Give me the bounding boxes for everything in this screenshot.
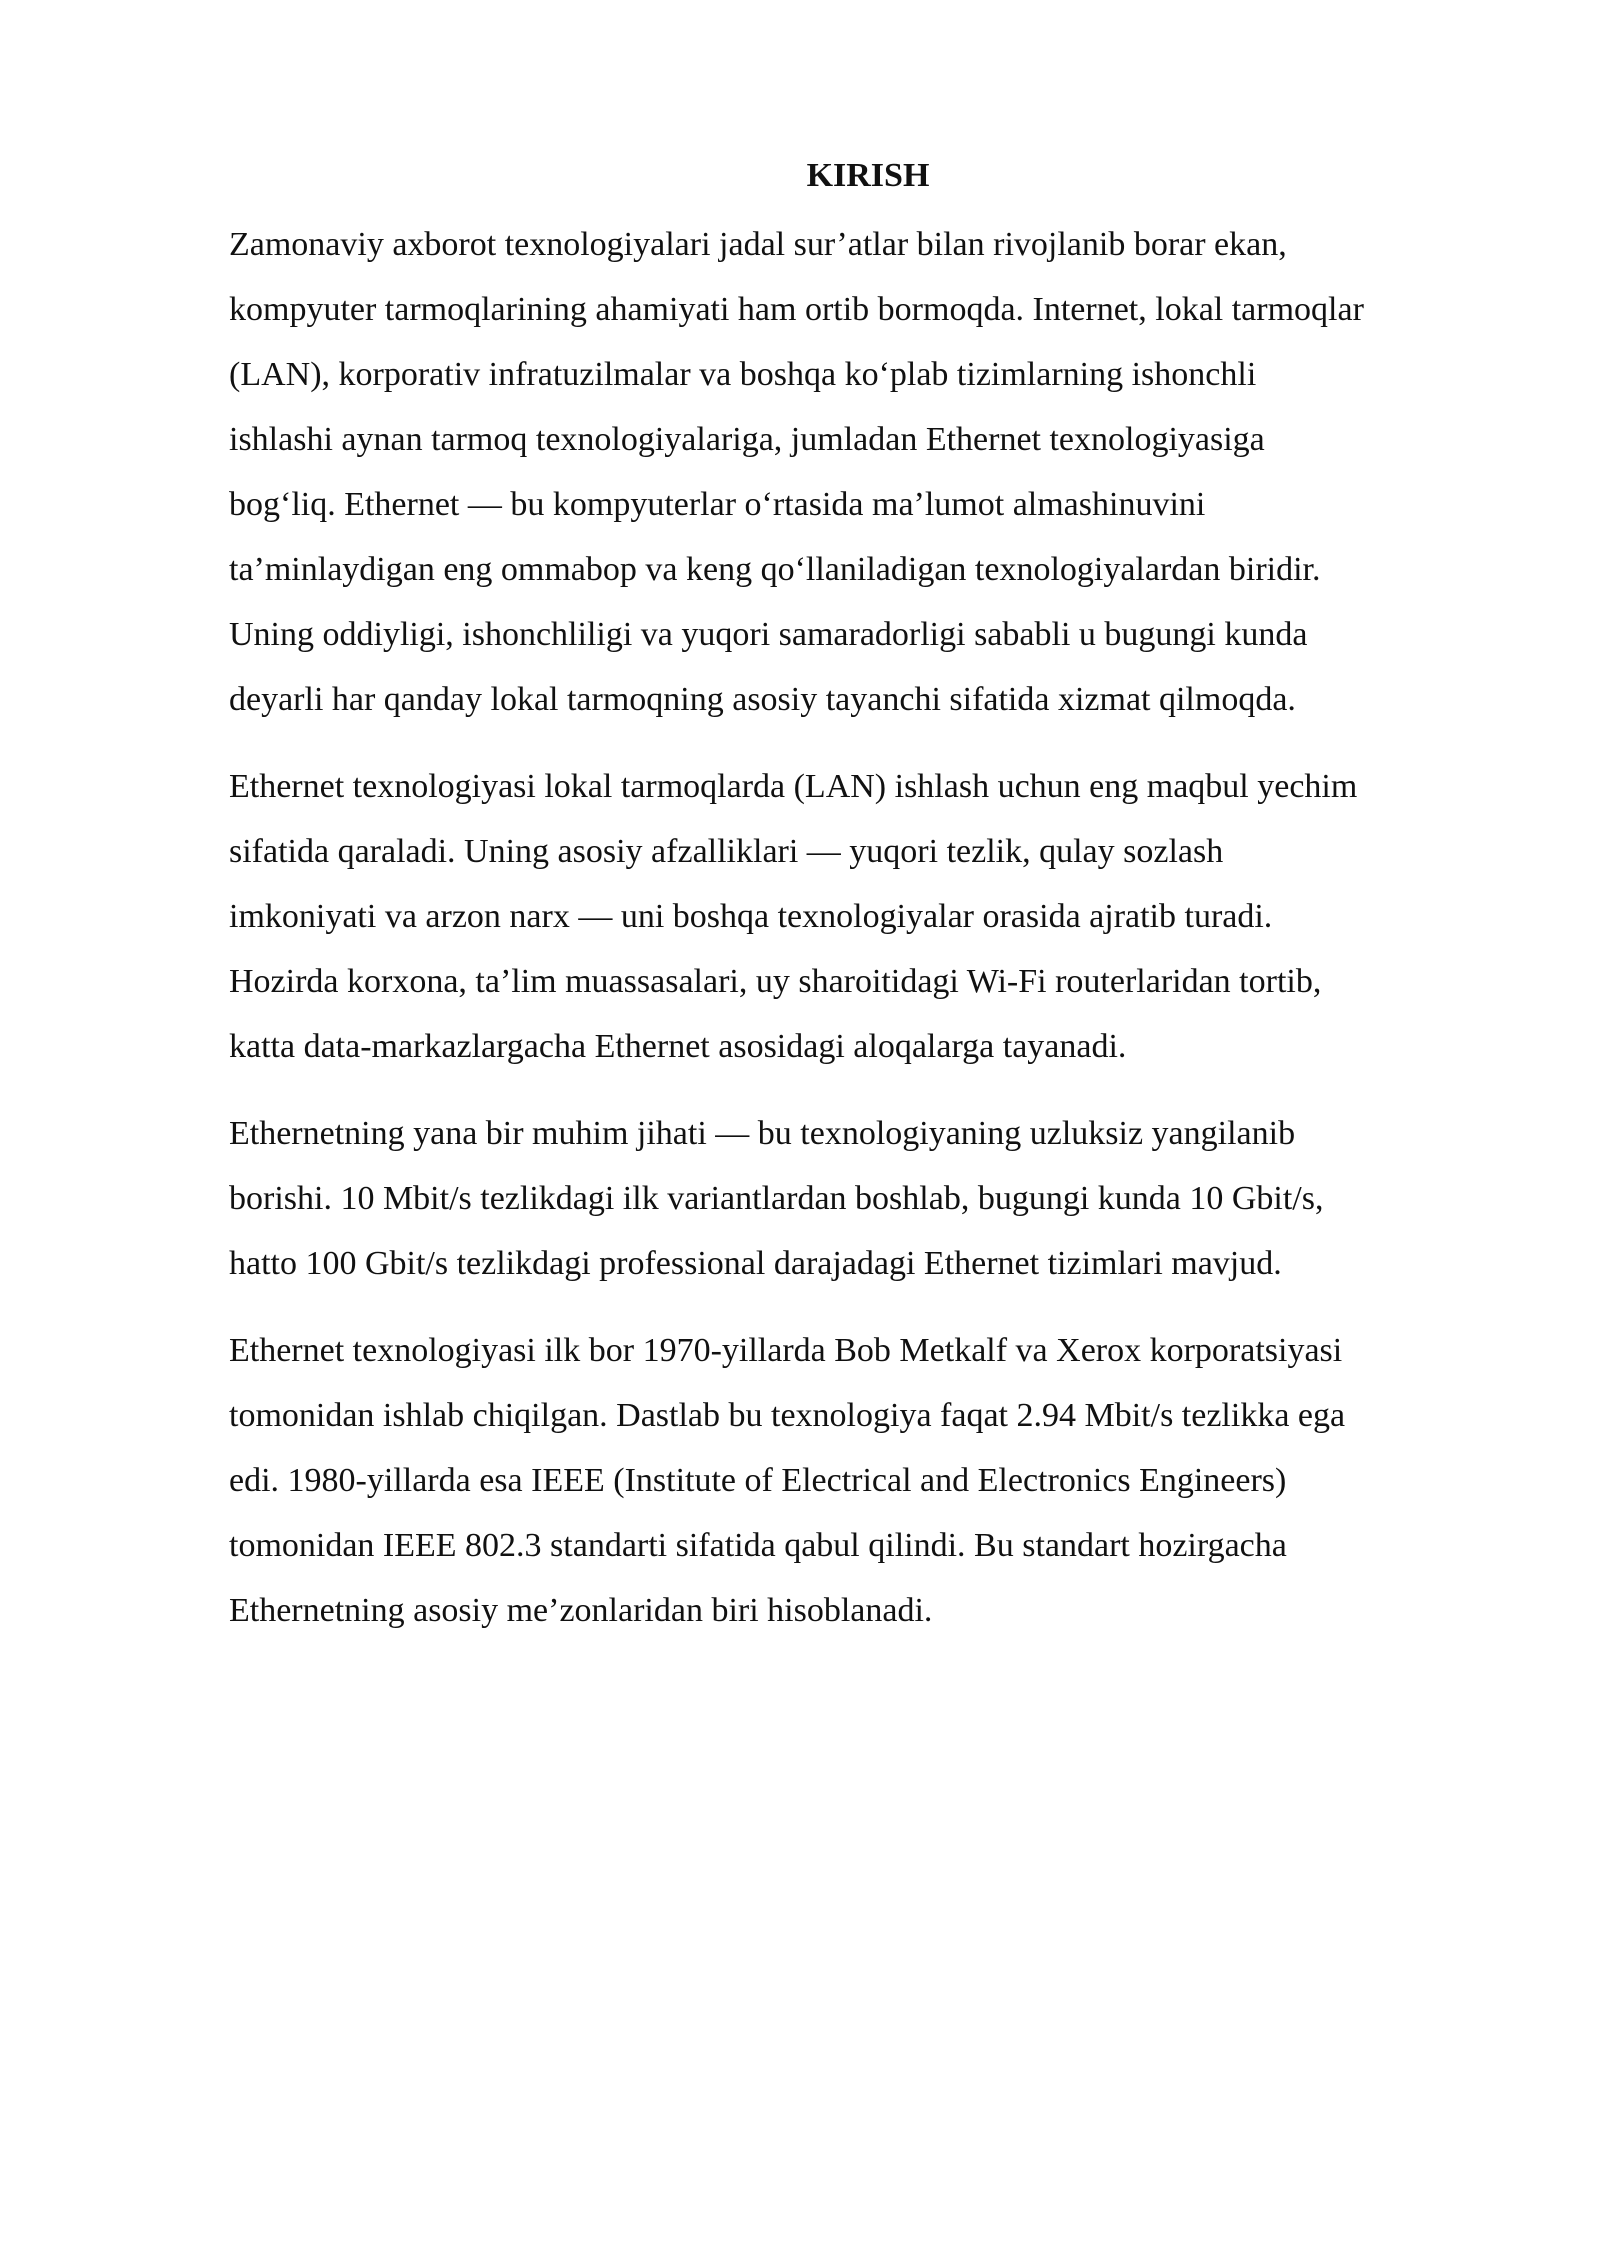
paragraph-2: Ethernet texnologiyasi lokal tarmoqlarda (LAN) ishlash uchun eng maqbul yechim sifatida qaraladi. Uning asosiy afzalliklari — yuqori tezlik, qulay sozlash imkoniyati va arzon narx — uni boshqa texnologiyalar orasida ajratib turadi. Hozirda korxona, ta’lim muassasalari, uy sharoitidagi Wi-Fi routerlaridan tortib, katta data-markazlargacha Ethernet asosidagi aloqalarga tayanadi. [229,768,1358,1065]
paragraph-1: Zamonaviy axborot texnologiyalari jadal sur’atlar bilan rivojlanib borar ekan, kompyuter tarmoqlarining ahamiyati ham ortib bormoqda. Internet, lokal tarmoqlar (LAN), korporativ infratuzilmalar va boshqa ko‘plab tizimlarning ishonchli ishlashi aynan tarmoq texnologiyalariga, jumladan Ethernet texnologiyasiga bog‘liq. Ethernet — bu kompyuterlar o‘rtasida ma’lumot almashinuvini ta’minlaydigan eng ommabop va keng qo‘llaniladigan texnologiyalardan biridir. Uning oddiyligi, ishonchliligi va yuqori samaradorligi sababli u bugungi kunda deyarli har qanday lokal tarmoqning asosiy tayanchi sifatida xizmat qilmoqda. [229,226,1364,718]
section-heading: KIRISH [806,157,930,194]
document-body [229,148,1519,1665]
paragraph-4: Ethernet texnologiyasi ilk bor 1970-yillarda Bob Metkalf va Xerox korporatsiyasi tomonidan ishlab chiqilgan. Dastlab bu texnologiya faqat 2.94 Mbit/s tezlikka ega edi. 1980-yillarda esa IEEE (Institute of Electrical and Electronics Engineers) tomonidan IEEE 802.3 standarti sifatida qabul qilindi. Bu standart hozirgacha Ethernetning asosiy me’zonlaridan biri hisoblanadi. [229,1332,1346,1629]
paragraph-3: Ethernetning yana bir muhim jihati — bu texnologiyaning uzluksiz yangilanib borishi. 10 Mbit/s tezlikdagi ilk variantlardan boshlab, bugungi kunda 10 Gbit/s, hatto 100 Gbit/s tezlikdagi professional darajadagi Ethernet tizimlari mavjud. [229,1115,1324,1282]
